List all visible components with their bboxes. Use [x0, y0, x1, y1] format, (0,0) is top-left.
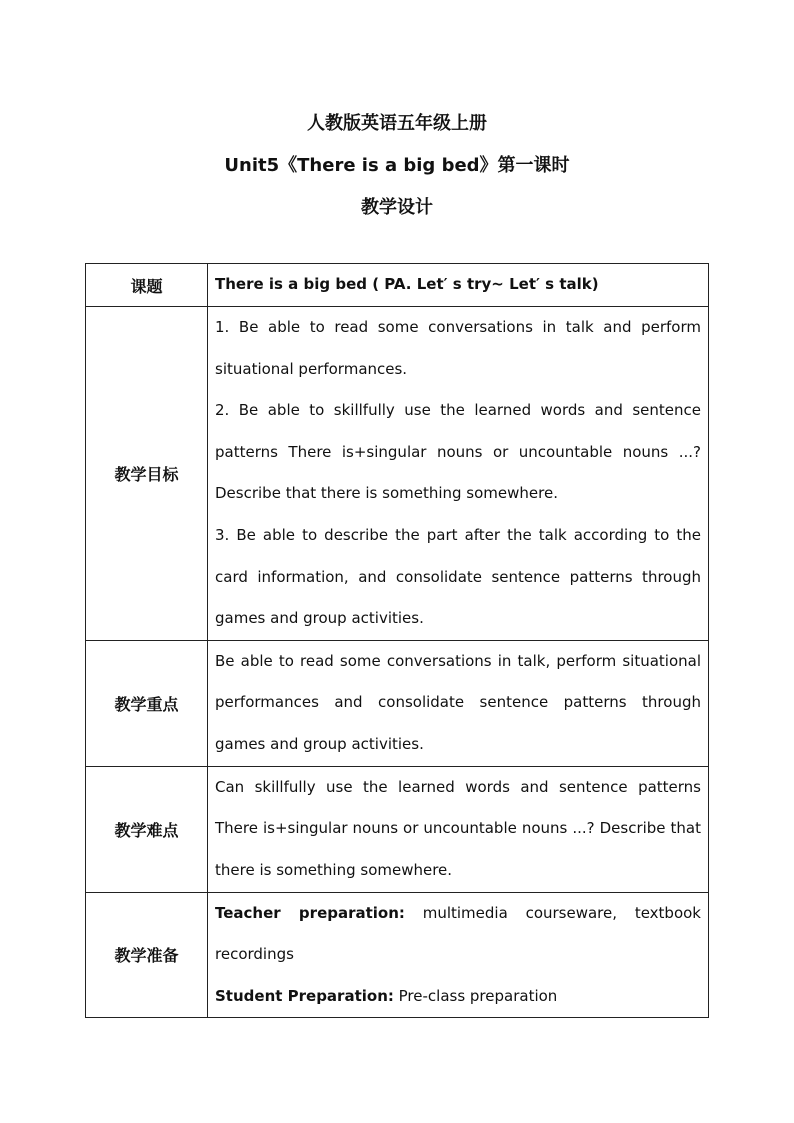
label-goals: 教学目标 — [86, 307, 208, 641]
table-row-topic — [86, 264, 709, 307]
student-preparation — [215, 976, 701, 1018]
label-preparation: 教学准备 — [86, 892, 208, 1018]
table-row-goals — [86, 307, 709, 641]
title-design: 教学设计 — [361, 197, 433, 218]
value-goals — [208, 307, 709, 641]
label-topic: 课题 — [86, 264, 208, 307]
goal-item: 1. Be able to read some conversations in talk and perform situational performances. — [215, 318, 701, 378]
value-topic — [208, 264, 709, 307]
teacher-preparation-label: Teacher preparation: — [215, 903, 405, 922]
value-preparation — [208, 892, 709, 1018]
table-row-preparation — [86, 892, 709, 1018]
table-row-difficulties — [86, 766, 709, 892]
student-preparation-label: Student Preparation: — [215, 986, 394, 1005]
goal-item: 2. Be able to skillfully use the learned words and sentence patterns There is+singular nouns or uncountable nouns ...? Describe that there is something somewhere. — [215, 401, 701, 503]
student-preparation-text: Pre-class preparation — [393, 986, 558, 1005]
topic-text: There is a big bed ( PA. Let′ s try~ Let′ s talk) — [215, 275, 599, 294]
teacher-preparation-text: multimedia courseware, textbook recordings — [215, 903, 701, 964]
title-unit: Unit5《There is a big bed》第一课时 — [224, 155, 570, 176]
label-key-points: 教学重点 — [86, 640, 208, 766]
lesson-plan-table — [85, 263, 709, 1018]
value-key-points: Be able to read some conversations in talk, perform situational performances and consolidate sentence patterns through games and group activities. — [208, 640, 709, 766]
teacher-preparation — [215, 893, 701, 976]
document-title — [0, 103, 794, 229]
label-difficulties: 教学难点 — [86, 766, 208, 892]
value-difficulties: Can skillfully use the learned words and sentence patterns There is+singular nouns or uncountable nouns ...? Describe that there is something somewhere. — [208, 766, 709, 892]
table-row-key-points — [86, 640, 709, 766]
title-textbook: 人教版英语五年级上册 — [307, 113, 487, 134]
goal-item: 3. Be able to describe the part after the talk according to the card information, and consolidate sentence patterns through games and group activities. — [215, 525, 701, 628]
